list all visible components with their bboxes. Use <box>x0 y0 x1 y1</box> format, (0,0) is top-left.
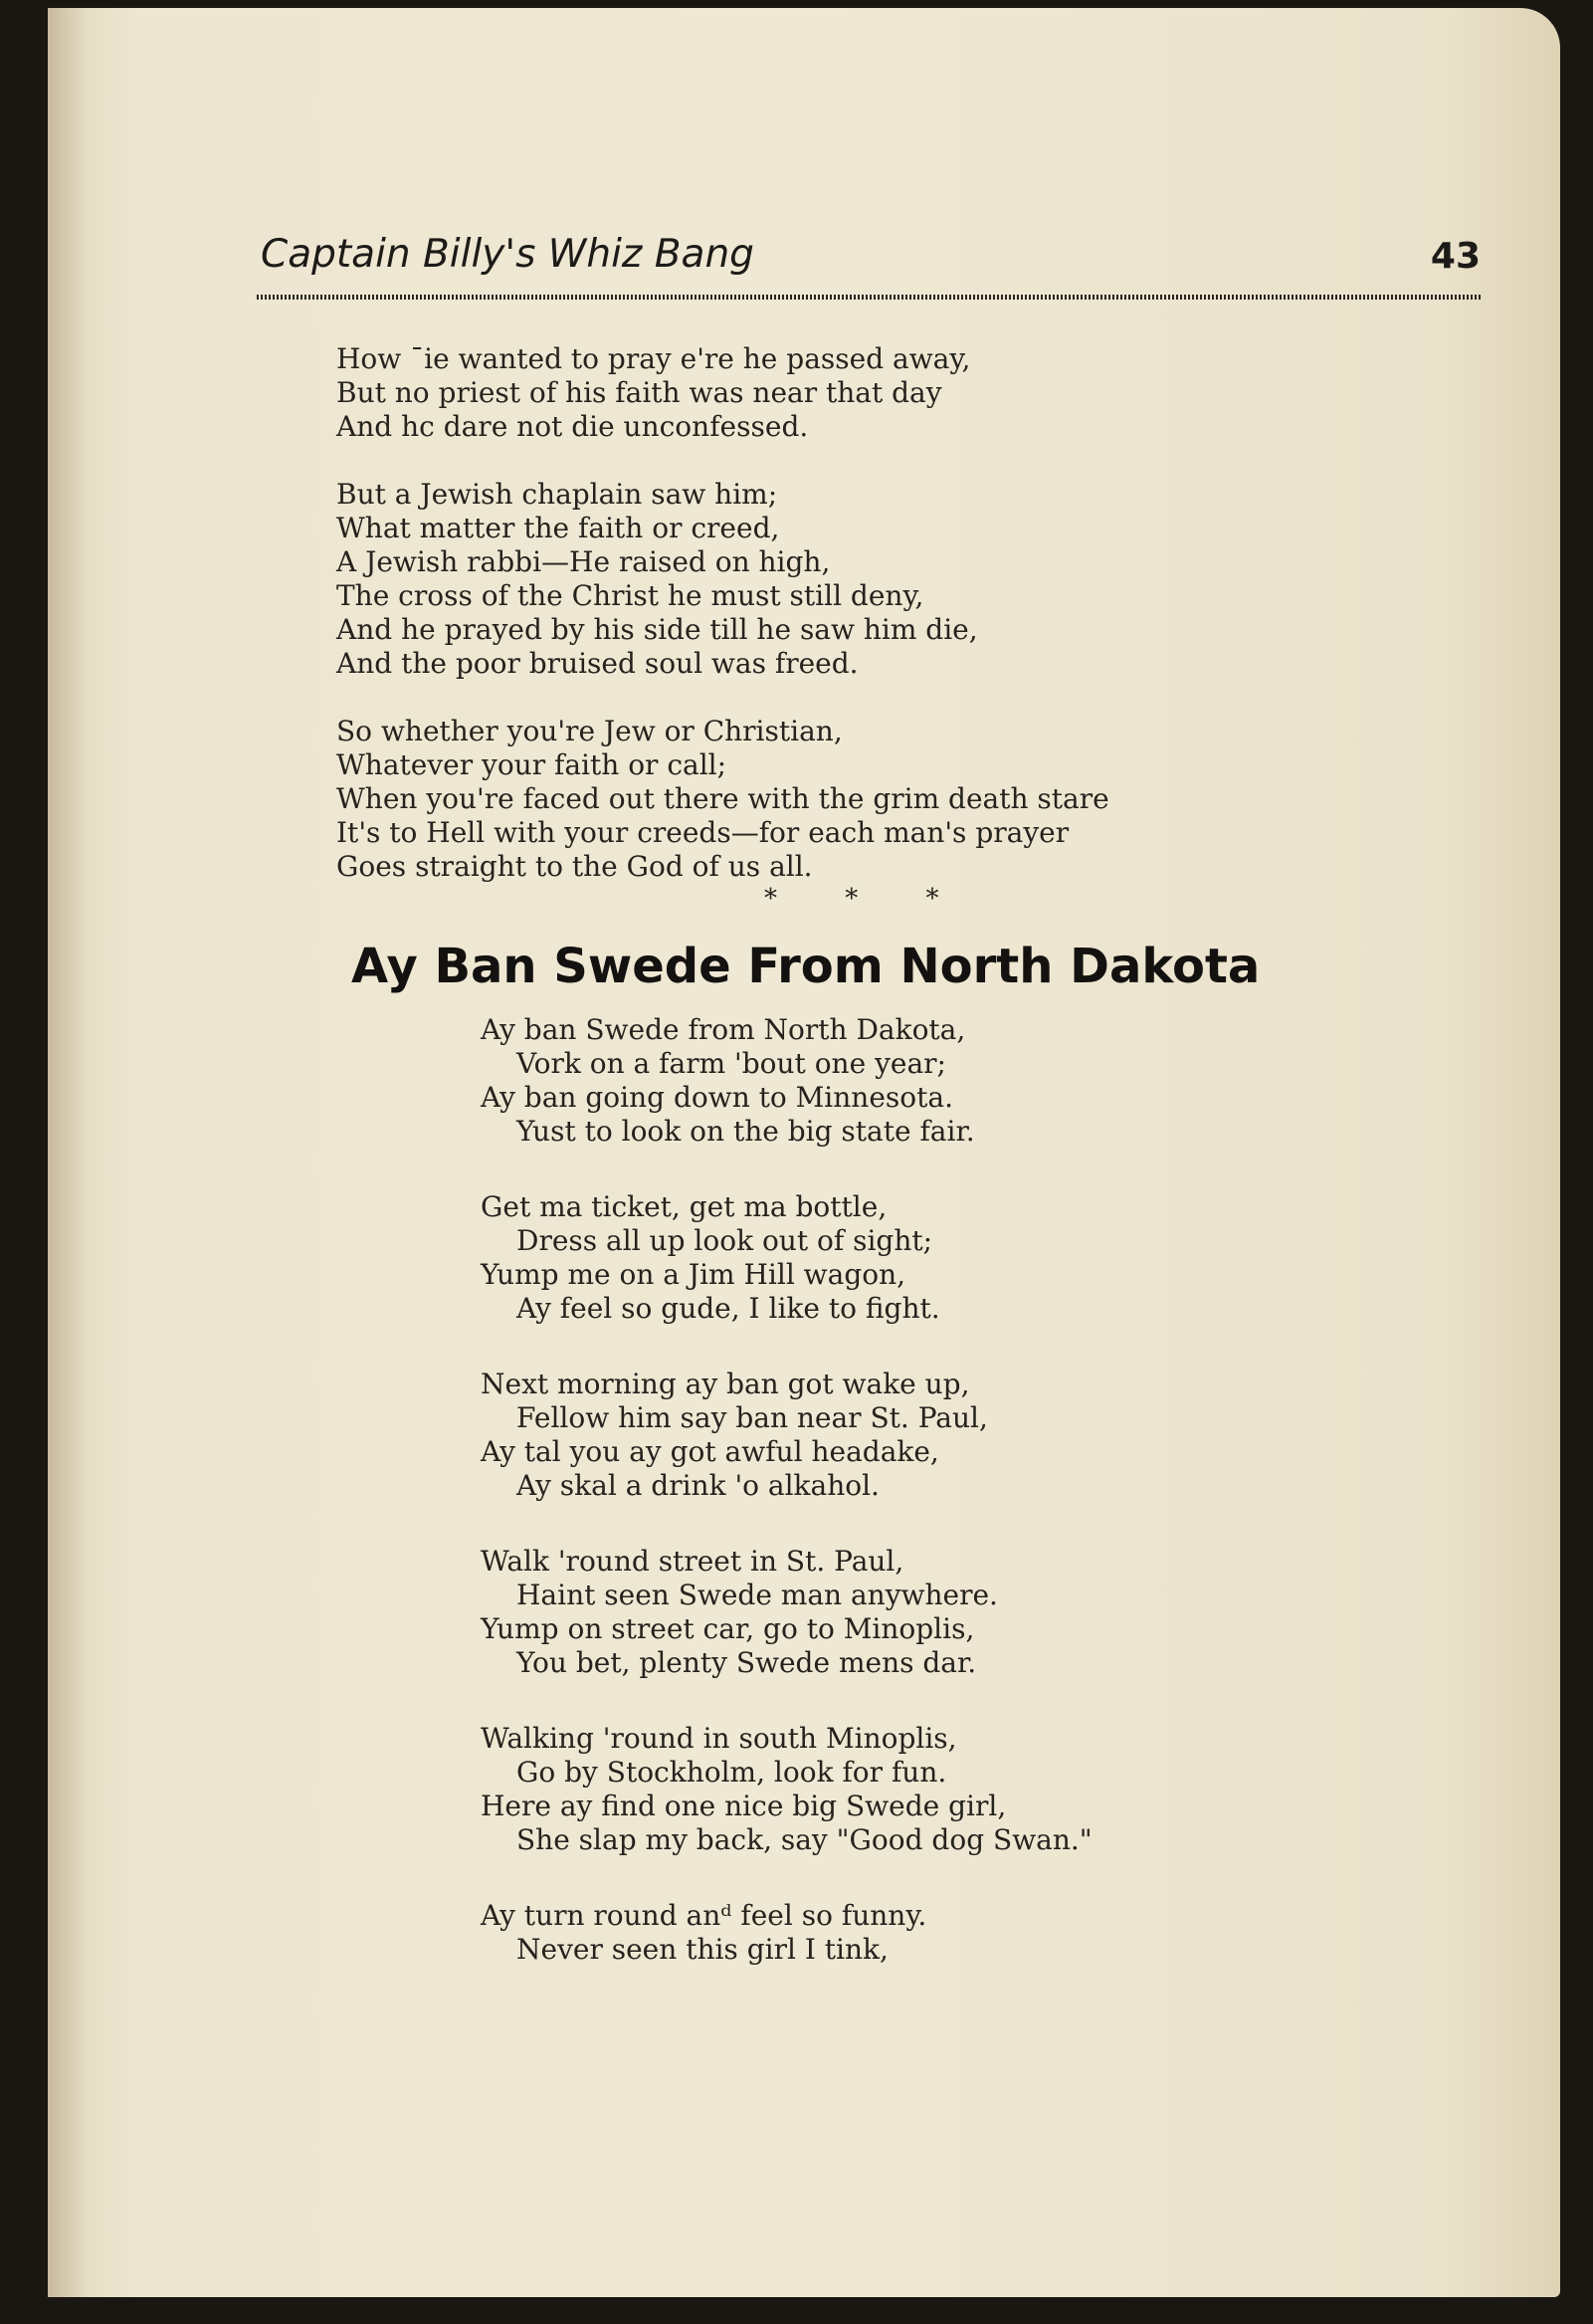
verse-line: Ay ban going down to Minnesota. <box>481 1081 953 1114</box>
verse-line: Yump me on a Jim Hill wagon, <box>481 1258 906 1291</box>
verse-line: A Jewish rabbi—He raised on high, <box>336 545 831 578</box>
verse-line: So whether you're Jew or Christian, <box>336 715 843 747</box>
poem-continued <box>336 342 1109 918</box>
verse-line: Ay skal a drink 'o alkahol. <box>516 1469 880 1502</box>
verse-line: She slap my back, say "Good dog Swan." <box>516 1823 1093 1856</box>
verse-line: Walking 'round in south Minoplis, <box>481 1722 957 1755</box>
verse-line: Ay feel so gude, I like to fight. <box>516 1292 940 1325</box>
verse-line: But a Jewish chaplain saw him; <box>336 478 778 511</box>
verse-line: Haint seen Swede man anywhere. <box>516 1579 998 1611</box>
stanza <box>336 478 1109 681</box>
page-number: 43 <box>1430 236 1481 277</box>
verse-line: It's to Hell with your creeds—for each man's prayer <box>336 816 1070 849</box>
verse-line: But no priest of his faith was near that day <box>336 376 942 409</box>
stanza <box>481 1368 1093 1503</box>
verse-line: Never seen this girl I tink, <box>516 1933 889 1966</box>
poem-title: Ay Ban Swede From North Dakota <box>351 939 1261 994</box>
verse-line: And hc dare not die unconfessed. <box>336 410 809 443</box>
header-rule <box>257 295 1483 300</box>
verse-line: Walk 'round street in St. Paul, <box>481 1545 904 1578</box>
stanza <box>481 1545 1093 1680</box>
book-page <box>48 8 1560 2297</box>
magazine-title: Captain Billy's Whiz Bang <box>261 232 754 277</box>
stanza <box>481 1190 1093 1326</box>
verse-line: Dress all up look out of sight; <box>516 1224 933 1257</box>
verse-line: The cross of the Christ he must still deny, <box>336 579 924 612</box>
stanza <box>336 715 1109 884</box>
verse-line: Ay tal you ay got awful headake, <box>481 1435 939 1468</box>
verse-line: When you're faced out there with the grim death stare <box>336 782 1109 815</box>
verse-line: Yump on street car, go to Minoplis, <box>481 1612 975 1645</box>
running-header <box>261 232 1481 292</box>
verse-line: Goes straight to the God of us all. <box>336 850 813 883</box>
verse-line: Here ay find one nice big Swede girl, <box>481 1790 1007 1822</box>
section-separator: * * * <box>764 884 969 914</box>
verse-line: Yust to look on the big state fair. <box>516 1115 975 1148</box>
verse-line: Get ma ticket, get ma bottle, <box>481 1190 888 1223</box>
verse-line: Ay turn round anᵈ feel so funny. <box>481 1899 927 1932</box>
stanza <box>481 1899 1093 1967</box>
stanza <box>481 1722 1093 1857</box>
verse-line: Vork on a farm 'bout one year; <box>516 1047 946 1080</box>
verse-line: Whatever your faith or call; <box>336 748 727 781</box>
verse-line: Fellow him say ban near St. Paul, <box>516 1401 988 1434</box>
stanza <box>481 1013 1093 1149</box>
verse-line: And the poor bruised soul was freed. <box>336 647 859 680</box>
verse-line: And he prayed by his side till he saw him die, <box>336 613 978 646</box>
poem-body <box>481 1013 1093 2008</box>
verse-line: What matter the faith or creed, <box>336 512 780 544</box>
verse-line: Go by Stockholm, look for fun. <box>516 1756 947 1789</box>
verse-line: Next morning ay ban got wake up, <box>481 1368 970 1400</box>
verse-line: You bet, plenty Swede mens dar. <box>516 1646 977 1679</box>
verse-line: How ˉie wanted to pray e're he passed away, <box>336 342 971 375</box>
verse-line: Ay ban Swede from North Dakota, <box>481 1013 966 1046</box>
stanza <box>336 342 1109 444</box>
